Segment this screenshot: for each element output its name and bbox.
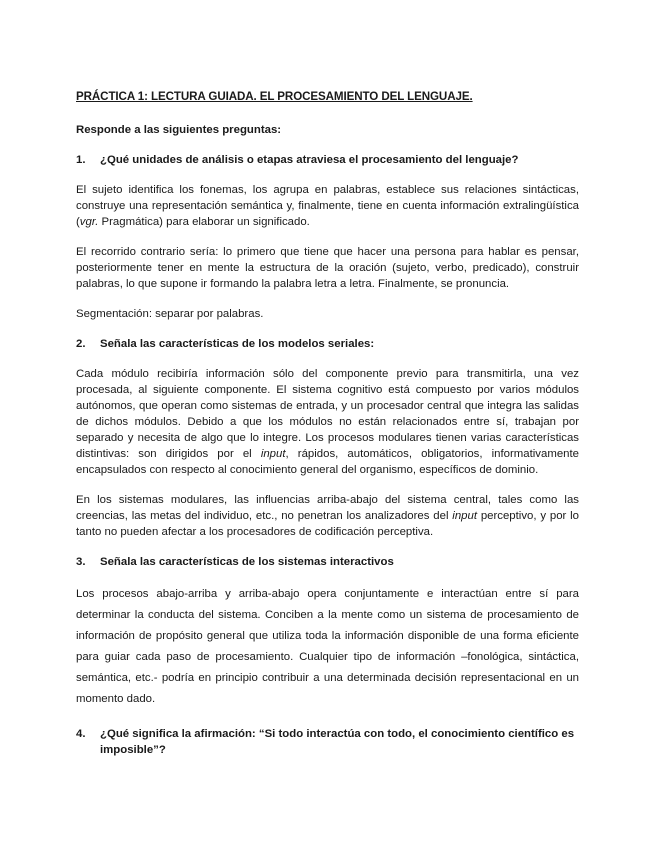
question-2 [76,336,579,352]
text-run: , rápidos, automáticos, obligatorios, informativamente encapsulados con respecto al conocimiento general del organismo, específicos de dominio. [76,448,579,476]
answer-1-paragraph-3: Segmentación: separar por palabras. [76,308,264,320]
answer-1-paragraph-1 [76,182,579,230]
question-number: 3. [76,556,86,568]
question-text: Señala las características de los sistemas interactivos [100,556,394,568]
question-number: 1. [76,154,86,166]
text-run: El sujeto identifica los fonemas, los agrupa en palabras, establece sus relaciones sintácticas, construye una representación semántica y, finalmente, tiene en cuenta información extralingüística ( [76,184,579,228]
answer-2-paragraph-2 [76,492,579,540]
italic-term: vgr. [79,216,99,228]
answer-2-paragraph-1 [76,366,579,478]
question-4 [76,726,579,758]
question-text: Señala las características de los modelos seriales: [100,338,375,350]
answer-3-paragraph-1: Los procesos abajo-arriba y arriba-abajo opera conjuntamente e interactúan entre sí para determinar la conducta del sistema. Conciben a la mente como un sistema de procesamiento de información de propósito general que utiliza toda la información disponible de una forma eficiente para guiar cada paso de procesamiento. Cualquier tipo de información –fonológica, sintáctica, semántica, etc.- podría en principio contribuir a una determinada decisión representacional en un momento dado. [76,588,579,705]
text-run: perceptivo, y por lo tanto no pueden afectar a los procesadores de codificación perceptiva. [76,510,579,538]
question-text: ¿Qué unidades de análisis o etapas atraviesa el procesamiento del lenguaje? [100,154,519,166]
question-number: 4. [76,728,86,740]
text-run: Pragmática) para elaborar un significado. [98,216,310,228]
question-number: 2. [76,338,86,350]
text-run: Cada módulo recibiría información sólo del componente previo para transmitirla, una vez procesada, al siguiente componente. El sistema cognitivo está compuesto por varios módulos autónomos, que operan como sistemas de entrada, y un procesador central que integra las salidas de dichos módulos. Debido a que los módulos no están relacionados entre sí, trabajan por separado y necesita de algo que lo integre. Los procesos modulares tienen varias características distintivas: son dirigidos por el [76,368,579,460]
question-3 [76,554,579,570]
italic-term: input [452,510,477,522]
document-title: PRÁCTICA 1: LECTURA GUIADA. EL PROCESAMIENTO DEL LENGUAJE. [76,90,473,103]
instructions: Responde a las siguientes preguntas: [76,124,282,136]
text-run: En los sistemas modulares, las influencias arriba-abajo del sistema central, tales como las creencias, las metas del individuo, etc., no penetran los analizadores del [76,494,579,522]
answer-1-paragraph-2: El recorrido contrario sería: lo primero que tiene que hacer una persona para hablar es pensar, posteriormente tener en mente la estructura de la oración (sujeto, verbo, predicado), construir palabras, lo que supone ir formando la palabra letra a letra. Finalmente, se pronuncia. [76,246,579,290]
question-text: ¿Qué significa la afirmación: “Si todo interactúa con todo, el conocimiento científico es imposible”? [100,728,575,756]
italic-term: input [260,448,286,460]
question-1 [76,152,579,168]
